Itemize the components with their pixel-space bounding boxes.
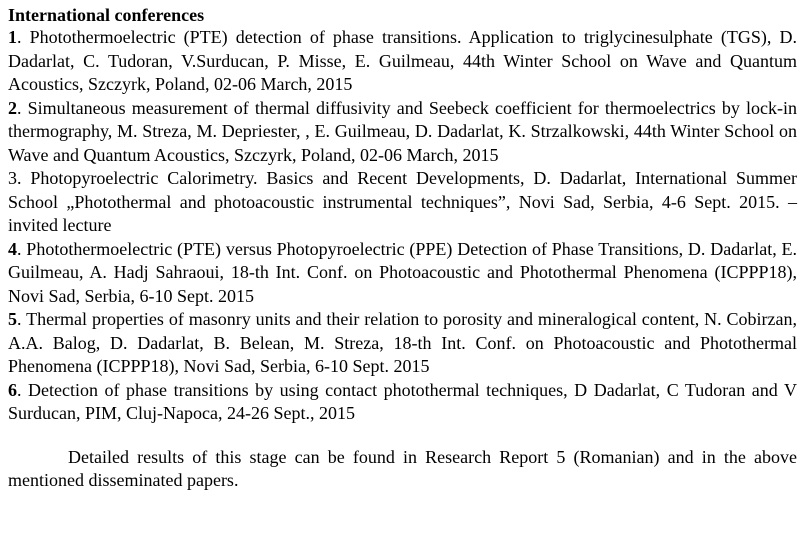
reference-item [8, 97, 797, 168]
reference-number: 4 [8, 238, 17, 259]
reference-item [8, 308, 797, 379]
reference-list [8, 26, 797, 426]
reference-number: 3 [8, 168, 17, 188]
reference-item [8, 26, 797, 97]
reference-number: 6 [8, 379, 17, 400]
reference-number: 1 [8, 27, 17, 47]
section-heading: International conferences [8, 5, 205, 25]
reference-text: . Photothermoelectric (PTE) versus Photopyroelectric (PPE) Detection of Phase Transitions, D. Dadarlat, E. Guilmeau, A. Hadj Sahraoui, 18-th Int. Conf. on Photoacoustic and Photothermal Phenomena (ICPPP18), Novi Sad, Serbia, 6-10 Sept. 2015 [8, 238, 797, 306]
reference-text: . Photothermoelectric (PTE) detection of phase transitions. Application to triglycinesulphate (TGS), D. Dadarlat, C. Tudoran, V.Surducan, P. Misse, E. Guilmeau, 44th Winter School on Wave and Quantum Acoustics, Szczyrk, Poland, 02-06 March, 2015 [8, 27, 797, 94]
reference-text: . Photopyroelectric Calorimetry. Basics and Recent Developments, D. Dadarlat, International Summer School „Photothermal and photoacoustic instrumental techniques”, Novi Sad, Serbia, 4-6 Sept. 2015. – invited lecture [8, 168, 797, 235]
reference-text: . Simultaneous measurement of thermal diffusivity and Seebeck coefficient for thermoelectrics by lock-in thermography, M. Streza, M. Depriester, , E. Guilmeau, D. Dadarlat, K. Strzalkowski, 44th Winter School on Wave and Quantum Acoustics, Szczyrk, Poland, 02-06 March, 2015 [8, 97, 797, 165]
reference-text: . Detection of phase transitions by using contact photothermal techniques, D Dadarlat, C Tudoran and V Surducan, PIM, Cluj-Napoca, 24-26 Sept., 2015 [8, 379, 797, 423]
reference-number: 2 [8, 97, 17, 118]
reference-text: . Thermal properties of masonry units and their relation to porosity and mineralogical content, N. Cobirzan, A.A. Balog, D. Dadarlat, B. Belean, M. Streza, 18-th Int. Conf. on Photoacoustic and Photothermal Phenomena (ICPPP18), Novi Sad, Serbia, 6-10 Sept. 2015 [8, 309, 797, 376]
summary-paragraph: Detailed results of this stage can be found in Research Report 5 (Romanian) and in the above mentioned disseminated papers. [8, 446, 797, 490]
reference-item [8, 379, 797, 426]
reference-number: 5 [8, 309, 17, 329]
reference-item [8, 238, 797, 309]
reference-item [8, 167, 797, 238]
